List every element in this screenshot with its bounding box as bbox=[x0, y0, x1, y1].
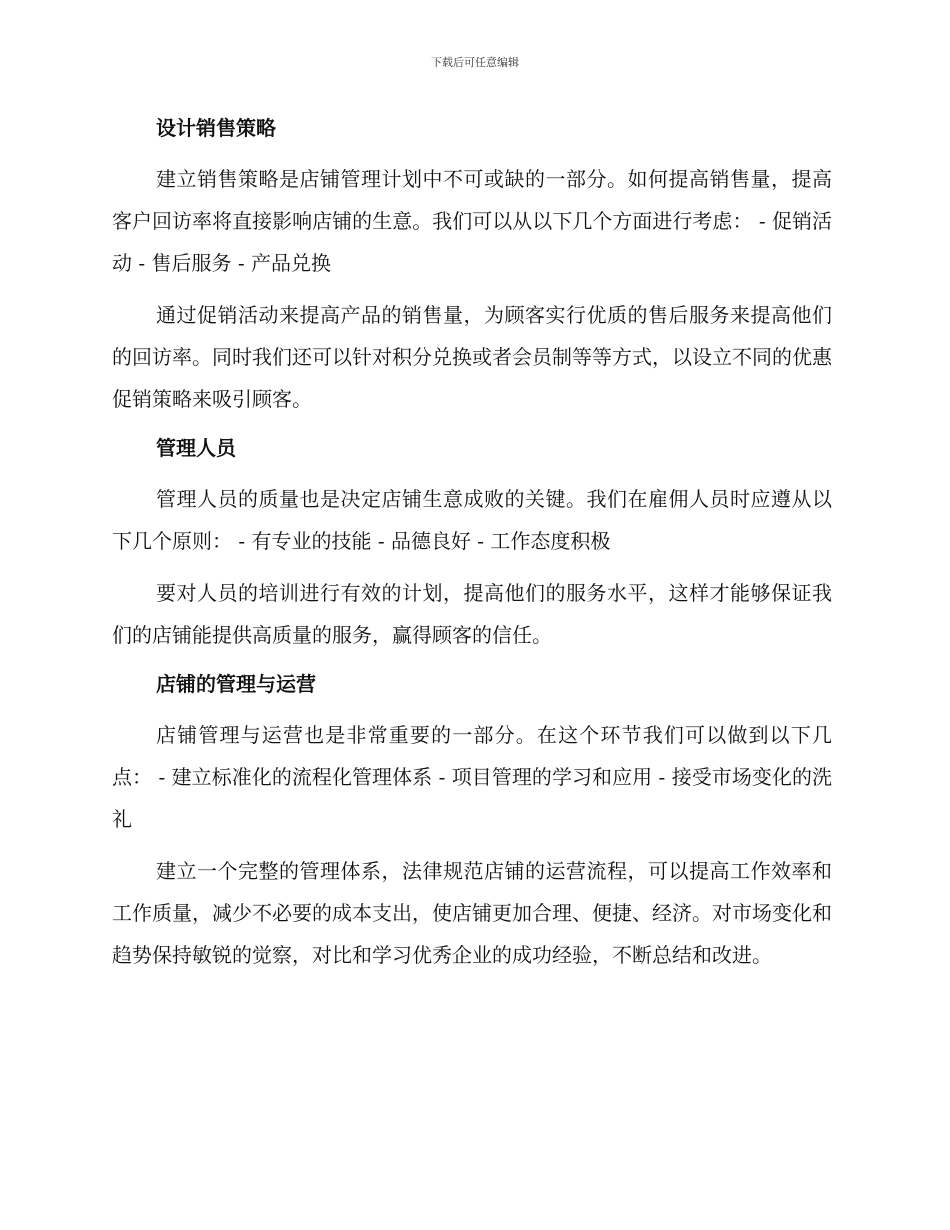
paragraph: 建立一个完整的管理体系，法律规范店铺的运营流程，可以提高工作效率和工作质量，减少不必要的成本支出，使店铺更加合理、便捷、经济。对市场变化和趋势保持敏锐的觉察，对比和学习优秀企业的成功经验，不断总结和改进。 bbox=[112, 859, 832, 967]
paragraph: 建立销售策略是店铺管理计划中不可或缺的一部分。如何提高销售量，提高客户回访率将直接影响店铺的生意。我们可以从以下几个方面进行考虑： - 促销活动 - 售后服务 - 产品兑换 bbox=[112, 167, 832, 275]
section-sales-strategy bbox=[112, 110, 832, 420]
paragraph: 店铺管理与运营也是非常重要的一部分。在这个环节我们可以做到以下几点： - 建立标准化的流程化管理体系 - 项目管理的学习和应用 - 接受市场变化的洗礼 bbox=[112, 723, 832, 831]
paragraph: 管理人员的质量也是决定店铺生意成败的关键。我们在雇佣人员时应遵从以下几个原则： - 有专业的技能 - 品德良好 - 工作态度积极 bbox=[112, 487, 832, 553]
page-header-note: 下载后可任意编辑 bbox=[431, 56, 519, 69]
section-store-operations bbox=[112, 666, 832, 976]
section-heading: 店铺的管理与运营 bbox=[156, 672, 316, 696]
section-staff-management bbox=[112, 430, 832, 656]
document-body bbox=[112, 110, 832, 986]
paragraph: 要对人员的培训进行有效的计划，提高他们的服务水平，这样才能够保证我们的店铺能提供高质量的服务，赢得顾客的信任。 bbox=[112, 581, 832, 647]
section-heading: 设计销售策略 bbox=[156, 116, 276, 140]
section-heading: 管理人员 bbox=[156, 436, 236, 460]
paragraph: 通过促销活动来提高产品的销售量，为顾客实行优质的售后服务来提高他们的回访率。同时我们还可以针对积分兑换或者会员制等等方式，以设立不同的优惠促销策略来吸引顾客。 bbox=[112, 303, 832, 411]
